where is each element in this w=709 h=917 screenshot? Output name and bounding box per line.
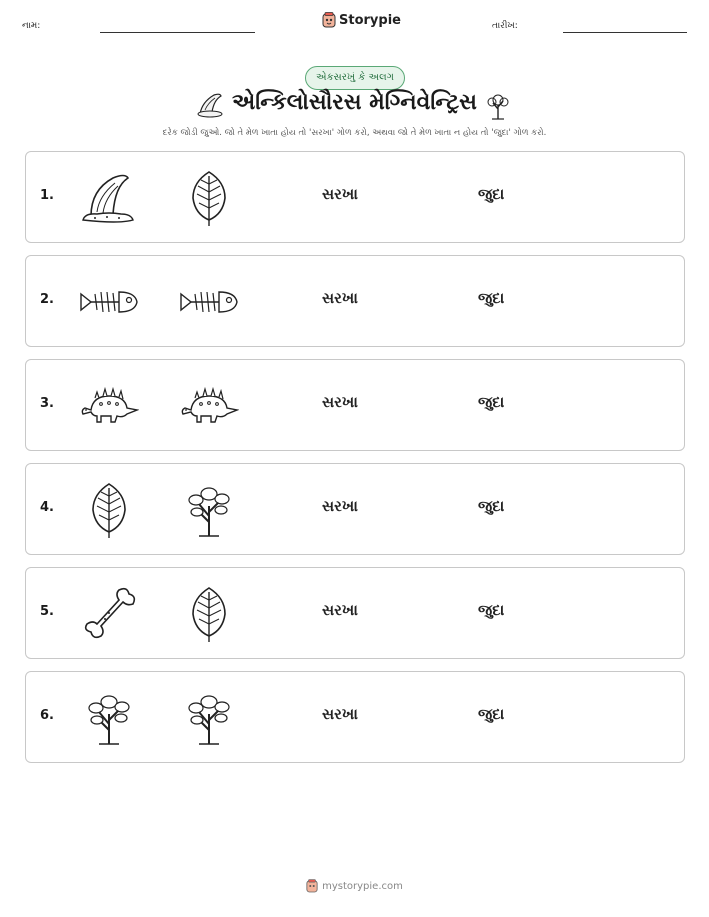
brand-logo [322,12,401,28]
tree-icon [179,480,239,540]
question-row-6 [25,671,685,763]
ankylosaurus-icon [179,376,239,436]
question-number: 1. [40,188,54,203]
different-option[interactable]: જુદા [478,601,505,619]
different-option[interactable]: જુદા [478,705,505,723]
leaf-icon [179,168,239,228]
date-line[interactable] [563,32,687,33]
question-row-4 [25,463,685,555]
name-label: નામ: [22,21,41,31]
question-row-3 [25,359,685,451]
worksheet-title: એન્કિલોસૌરસ મેગ્નિવેન્ટ્રિસ [232,90,477,115]
question-number: 6. [40,708,54,723]
same-option[interactable]: સરખા [322,289,358,307]
same-option[interactable]: સરખા [322,601,358,619]
storypie-mascot-icon [306,879,318,893]
question-number: 5. [40,604,54,619]
different-option[interactable]: જુદા [478,497,505,515]
tree-icon [79,688,139,748]
different-option[interactable]: જુદા [478,393,505,411]
question-number: 2. [40,292,54,307]
footer-url[interactable]: mystorypie.com [322,880,403,892]
storypie-mascot-icon [322,12,336,28]
question-row-5 [25,567,685,659]
bone-icon [79,584,139,644]
tree-icon [484,91,512,121]
question-number: 3. [40,396,54,411]
footer [0,879,709,893]
question-number: 4. [40,500,54,515]
same-option[interactable]: સરખા [322,705,358,723]
instructions-text: દરેક જોડી જુઓ. જો તે મેળ ખાતા હોય તો 'સરખા' ગોળ કરો, અથવા જો તે મેળ ખાતા ન હોય તો 'જુદા' ગોળ કરો. [162,128,547,138]
question-row-2 [25,255,685,347]
leaf-icon [179,584,239,644]
same-option[interactable]: સરખા [322,497,358,515]
different-option[interactable]: જુદા [478,289,505,307]
worksheet-type-badge: એકસરખું કે અલગ [305,66,405,90]
same-option[interactable]: સરખા [322,185,358,203]
fossil-claw-icon [79,168,139,228]
fish-skeleton-icon [79,272,139,332]
date-label: તારીખ: [492,21,518,31]
different-option[interactable]: જુદા [478,185,505,203]
brand-name: Storypie [339,12,401,28]
question-row-1 [25,151,685,243]
tree-icon [179,688,239,748]
name-line[interactable] [100,32,255,33]
same-option[interactable]: સરખા [322,393,358,411]
fish-skeleton-icon [179,272,239,332]
leaf-icon [79,480,139,540]
ankylosaurus-icon [79,376,139,436]
